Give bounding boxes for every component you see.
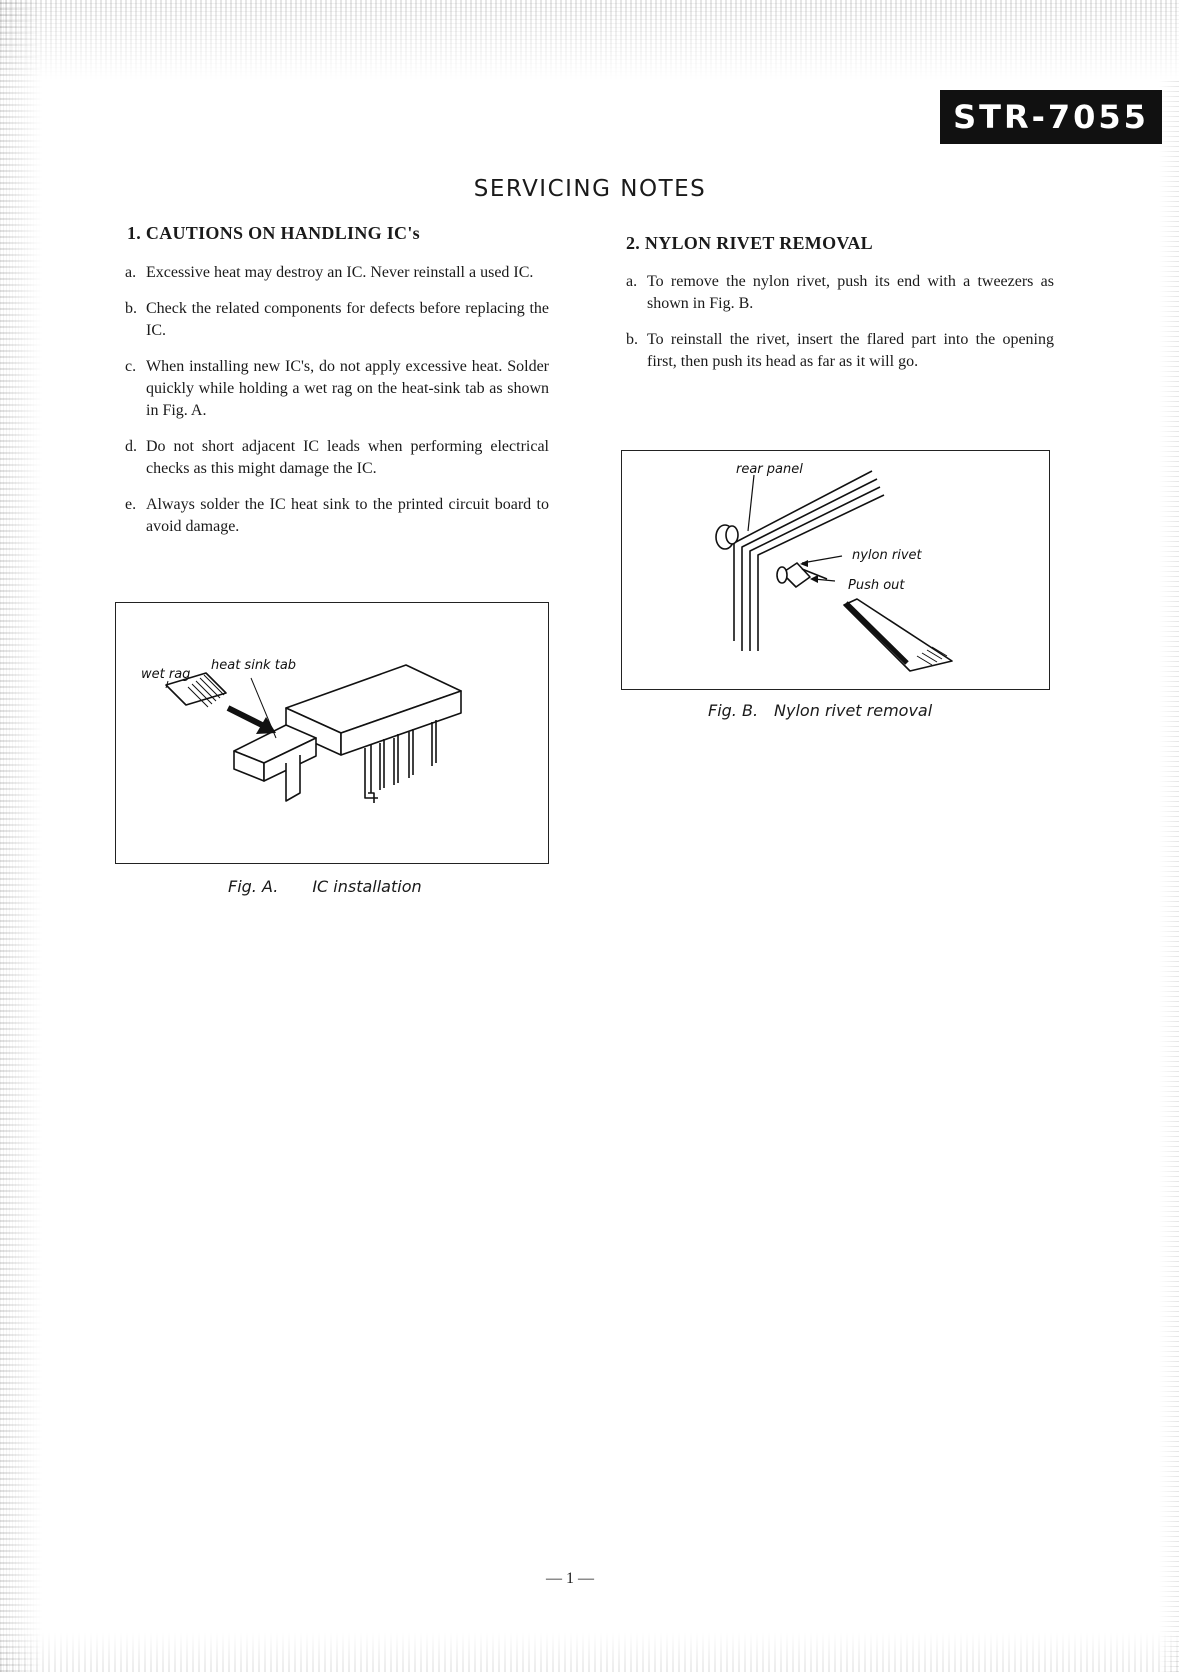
list-marker: d. xyxy=(125,438,137,455)
list-text: Always solder the IC heat sink to the printed circuit board to avoid damage. xyxy=(146,496,549,535)
ic-cautions-list xyxy=(125,262,549,552)
list-marker: c. xyxy=(125,358,137,375)
ic-installation-diagram xyxy=(116,603,548,863)
figure-a-ic-installation xyxy=(115,602,549,864)
label-wet-rag: wet rag xyxy=(141,667,191,682)
label-rear-panel: rear panel xyxy=(736,462,803,477)
scan-edge-bottom xyxy=(0,1632,1179,1672)
list-item xyxy=(626,329,1054,373)
list-text: To remove the nylon rivet, push its end with a tweezers as shown in Fig. B. xyxy=(647,273,1054,312)
model-badge: STR-7055 xyxy=(940,90,1162,144)
nylon-rivet-list xyxy=(626,271,1054,387)
figure-b-label: Fig. B. xyxy=(708,701,759,720)
label-heat-sink-tab: heat sink tab xyxy=(211,658,297,673)
figure-a-title: IC installation xyxy=(312,877,422,896)
list-item xyxy=(125,356,549,422)
list-text: When installing new IC's, do not apply excessive heat. Solder quickly while holding a wet rag on the heat-sink tab as shown in Fig. A. xyxy=(146,358,549,419)
figure-b-title: Nylon rivet removal xyxy=(774,701,933,720)
list-marker: a. xyxy=(125,264,137,281)
figure-a-label: Fig. A. xyxy=(228,877,279,896)
page-title: SERVICING NOTES xyxy=(473,176,707,202)
label-push-out: Push out xyxy=(848,578,905,593)
nylon-rivet-diagram xyxy=(622,451,1049,689)
list-text: Check the related components for defects before replacing the IC. xyxy=(146,300,549,339)
figure-b-nylon-rivet-removal xyxy=(621,450,1050,690)
list-text: To reinstall the rivet, insert the flared part into the opening first, then push its head as far as it will go. xyxy=(647,331,1054,370)
page-number: — 1 — xyxy=(546,1570,594,1587)
figure-a-caption xyxy=(228,877,422,896)
list-item xyxy=(125,298,549,342)
list-item xyxy=(125,494,549,538)
list-item xyxy=(125,262,549,284)
list-marker: e. xyxy=(125,496,137,513)
list-marker: a. xyxy=(626,273,638,290)
scan-edge-right xyxy=(1159,80,1179,1672)
list-marker: b. xyxy=(626,331,638,348)
label-nylon-rivet: nylon rivet xyxy=(852,548,922,563)
list-text: Excessive heat may destroy an IC. Never reinstall a used IC. xyxy=(146,264,534,281)
section-heading-ic-cautions: 1. CAUTIONS ON HANDLING IC's xyxy=(127,223,420,243)
section-heading-nylon-rivet: 2. NYLON RIVET REMOVAL xyxy=(626,233,873,253)
list-text: Do not short adjacent IC leads when performing electrical checks as this might damage the IC. xyxy=(146,438,549,477)
scan-edge-left xyxy=(0,0,42,1672)
scan-edge-top xyxy=(0,0,1179,80)
list-item xyxy=(626,271,1054,315)
list-item xyxy=(125,436,549,480)
tweezers xyxy=(844,599,952,671)
list-marker: b. xyxy=(125,300,137,317)
figure-b-caption xyxy=(708,701,932,720)
